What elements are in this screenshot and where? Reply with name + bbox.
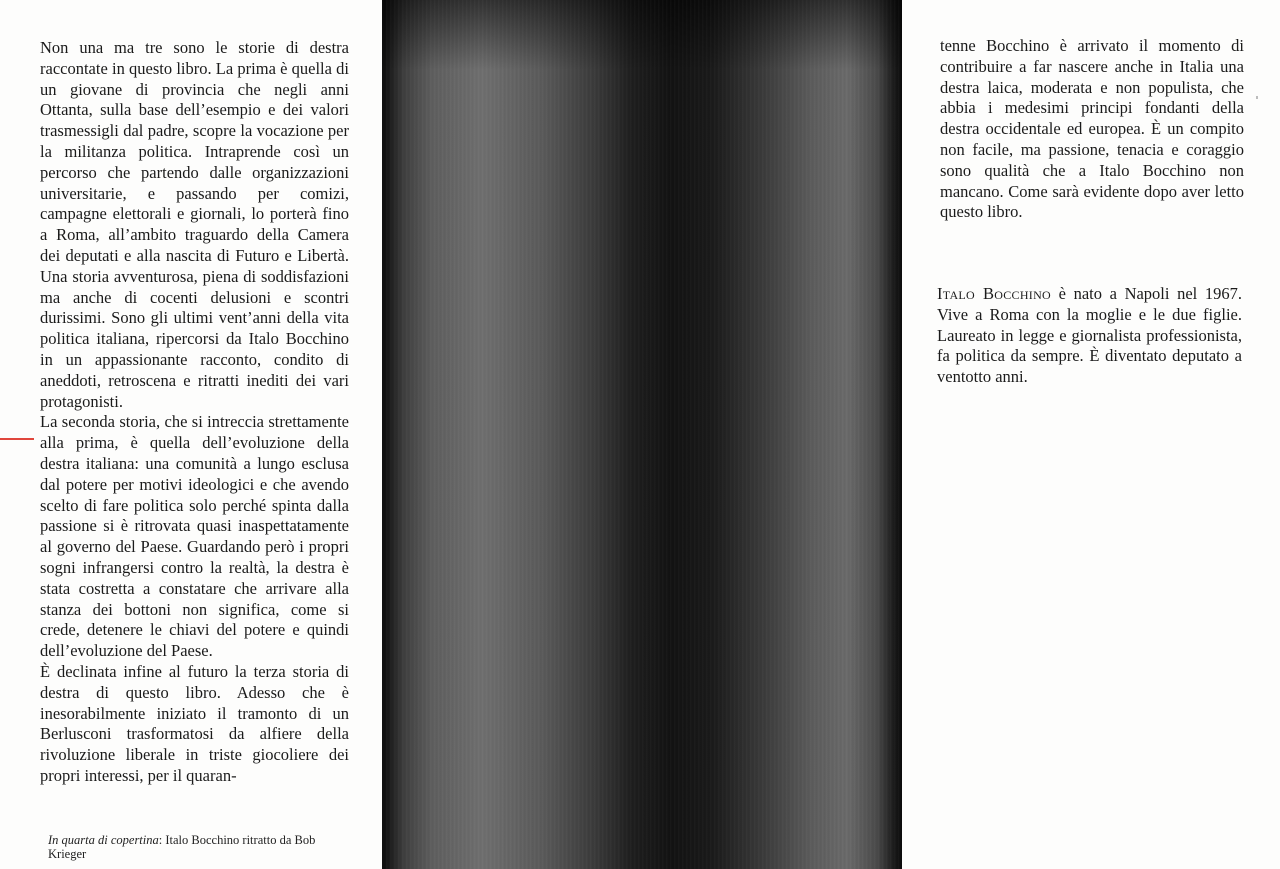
margin-mark [0,438,34,440]
blurb-text [40,38,349,787]
book-spine-shadow [382,0,902,869]
author-bio-text: è nato a Napoli nel 1967. Vive a Roma con la moglie e le due figlie. Laureato in legge e giornalista professionista, fa politica da sempre. È diventato deputato a ventotto anni. [937,284,1242,387]
blurb-paragraph-2: La seconda storia, che si intreccia strettamente alla prima, è quella dell’evoluzione della destra italiana: una comunità a lungo esclusa dal potere per motivi ideologici e che avendo scelto di fare politica solo perché spinta dalla passione si è ritrovata quasi inaspettatamente al governo del Paese. Guardando però i propri sogni infrangersi contro la realtà, la destra è stata costretta a constatare che arrivare alla stanza dei bottoni non significa, come si crede, detenere le chiavi del potere e quindi dell’evoluzione del Paese. [40,412,349,661]
author-bio [937,284,1242,388]
blurb-paragraph-3: È declinata infine al futuro la terza storia di destra di questo libro. Adesso che è inesorabilmente iniziato il tramonto di un Berlusconi trasformatosi da alfiere della rivoluzione liberale in triste giocoliere dei propri interessi, per il quaran- [40,661,349,785]
author-bio-paragraph [937,284,1242,388]
caption-text: : Italo Bocchino ritratto da Bob Krieger [48,833,316,861]
right-flap [902,0,1280,869]
caption-italic: In quarta di copertina [48,833,159,847]
left-flap [0,0,382,869]
blurb-paragraph-1: Non una ma tre sono le storie di destra raccontate in questo libro. La prima è quella di un giovane di provincia che negli anni Ottanta, sulla base dell’esempio e dei valori trasmessigli dal padre, scopre la vocazione per la militanza politica. Intraprende così un percorso che partendo dalle organizzazioni universitarie, e passando per comizi, campagne elettorali e giornali, lo porterà fino a Roma, all’ambito traguardo della Camera dei deputati e alla nascita di Futuro e Libertà. Una storia avventurosa, piena di soddisfazioni ma anche di cocenti delusioni e scontri durissimi. Sono gli ultimi vent’anni della vita politica italiana, ripercorsi da Italo Bocchino in un appassionante racconto, condito di aneddoti, retroscena e ritratti inediti dei vari protagonisti. [40,38,349,411]
blurb-continuation [940,36,1244,223]
cover-photo-caption [48,833,353,861]
continuation-paragraph: tenne Bocchino è arrivato il momento di contribuire a far nascere anche in Italia una destra laica, moderata e non populista, che abbia i medesimi principi fondanti della destra occidentale ed europea. È un compito non facile, ma passione, tenacia e coraggio sono qualità che a Italo Bocchino non mancano. Come sarà evidente dopo aver letto questo libro. [940,36,1244,222]
scan-streaks [382,0,902,869]
scan-speck [1256,96,1258,99]
author-name: Italo Bocchino [937,284,1052,303]
